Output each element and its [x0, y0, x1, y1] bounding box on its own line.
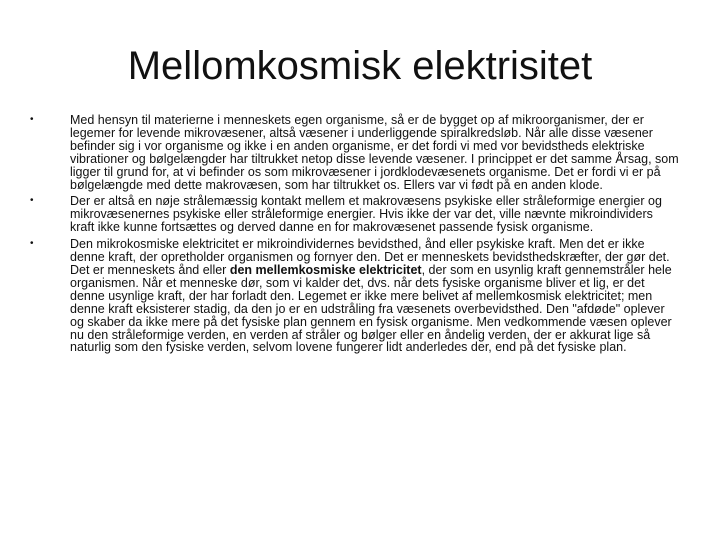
bullet-text: Der er altså en nøje strålemæssig kontakt mellem et makrovæsens psykiske eller stråleformige energier og mikrovæsenernes psykiske eller stråleformige energier. Hvis ikke der var det, ville nævnte mikroindividers kraft ikke kunne fortsættes og derved danne en for makrovæsenet passende fysisk organisme. — [70, 194, 662, 235]
bullet-list — [30, 114, 680, 358]
bullet-icon: • — [30, 195, 34, 207]
bullet-text-start: Den mikrokosmiske elektricitet er mikroindividernes bevidsthed, ånd eller psykiske kraft. Men det er ikke denne kraft, der opretholder organismen og fornyer den. Det er menneskets bevidsthedskræfter, der gør det. Det er menneskets ånd eller — [70, 237, 670, 277]
slide-title: Mellomkosmisk elektrisitet — [127, 44, 593, 88]
bullet-text: Med hensyn til materierne i menneskets egen organisme, så er de bygget op af mikroorganismer, der er legemer for levende mikrovæsener, altså væsener i underliggende spiralkredsløb. Når alle disse væsener befinder sig i vor organisme og ikke i en anden organisme, er det fordi vi med vor bevidstheds elektriske vibrationer og bølgelængder har tiltrukket netop disse levende væsener. I princippet er det samme Årsag, som ligger til grund for, at vi befinder os som mikrovæsener i jordklodevæsenets organisme. Det er fordi vi er på bølgelængde med dette makrovæsen, som har tiltrukket os. Ellers var vi født på en anden klode. — [70, 113, 679, 192]
bullet-item — [30, 238, 680, 354]
bullet-icon: • — [30, 238, 34, 250]
bullet-text-end: , der som en usynlig kraft gennemstråler hele organismen. Når et menneske dør, som vi kalder det, dvs. når dets fysiske organisme bliver et lig, er det denne usynlige kraft, der har forladt den. Legemet er ikke mere belivet af mellemkosmisk elektricitet; men denne kraft eksisterer stadig, da den jo er en udstråling fra væsenets overbevidsthed. Den "afdøde" oplever og skaber da ikke mere på det fysiske plan gennem en fysisk organisme. Men vedkommende væsen oplever nu den stråleformige verden, en verden af stråler og bølger eller en åndelig verden, der er akkurat lige så naturlig som den fysiske verden, selvom lovene fungerer lidt anderledes der, end på det fysiske plan. — [70, 262, 672, 355]
bullet-icon: • — [30, 114, 34, 125]
bullet-text-bold: den mellemkosmiske elektricitet — [229, 262, 422, 277]
bullet-item — [30, 114, 680, 191]
bullet-item — [30, 195, 680, 234]
